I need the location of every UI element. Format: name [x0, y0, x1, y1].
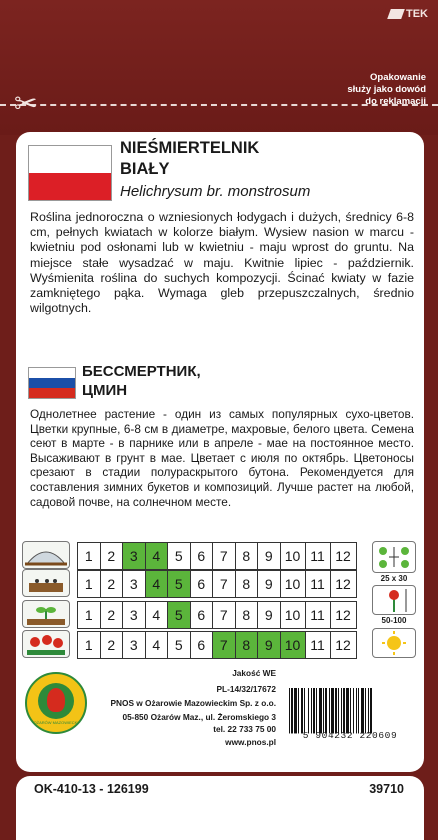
- month-cell: 2: [101, 602, 124, 628]
- month-cell: 11: [306, 543, 331, 569]
- logo-rim-text: OŻARÓW MAZOWIECKI: [33, 720, 79, 725]
- barcode-bar: [313, 688, 315, 733]
- notice-line-2: służy jako dowód: [347, 84, 426, 95]
- month-cell: 1: [78, 571, 101, 597]
- month-cell: 4: [146, 571, 169, 597]
- cut-line: [0, 104, 438, 106]
- product-code: OK-410-13 - 126199: [34, 782, 149, 796]
- spacing-icon: [372, 541, 416, 573]
- month-cell: 10: [281, 571, 306, 597]
- sun-exposure-icon: [372, 628, 416, 658]
- calendar-row: [22, 630, 366, 658]
- registration-number: PL-14/32/17672: [216, 684, 276, 694]
- company-phone: tel. 22 733 75 00: [213, 724, 276, 734]
- brand-mark: [389, 8, 428, 20]
- barcode-bar: [356, 688, 357, 733]
- month-cell: 11: [306, 632, 331, 658]
- product-title-pl: [120, 138, 259, 180]
- month-cell: 6: [191, 571, 214, 597]
- month-cell: 5: [168, 632, 191, 658]
- russian-flag-icon: [28, 367, 76, 399]
- barcode-bar: [335, 688, 337, 733]
- month-cell: 7: [213, 602, 236, 628]
- company-website[interactable]: www.pnos.pl: [225, 737, 276, 747]
- hand-sowing-icon: [22, 569, 70, 597]
- month-cell: 3: [123, 543, 146, 569]
- quality-mark: Jakość WE: [232, 668, 276, 678]
- month-cell: 4: [146, 543, 169, 569]
- month-cell: 3: [123, 602, 146, 628]
- notice-line-3: do reklamacji: [365, 96, 426, 107]
- polish-flag-icon: [28, 145, 112, 201]
- catalog-number: 39710: [369, 782, 404, 796]
- month-cell: 3: [123, 632, 146, 658]
- month-cell: 12: [335, 637, 351, 653]
- tek-logo-icon: [387, 9, 405, 19]
- title-ru-line-1: БЕССМЕРТНИК,: [82, 363, 201, 380]
- month-cell: 7: [213, 571, 236, 597]
- month-cell: 12: [335, 548, 351, 564]
- month-cell: 6: [191, 632, 214, 658]
- month-cell: 6: [191, 543, 214, 569]
- month-cell: 8: [236, 632, 259, 658]
- barcode-digits: 5 904232 220609: [302, 730, 398, 741]
- calendar-row: [22, 569, 366, 597]
- month-cell: 10: [281, 632, 306, 658]
- barcode-bar: [365, 688, 366, 733]
- barcode-bar: [343, 688, 345, 733]
- month-cell: 1: [78, 602, 101, 628]
- notice-line-1: Opakowanie: [370, 72, 426, 83]
- barcode-bar: [338, 688, 339, 733]
- month-cell: 1: [78, 543, 101, 569]
- month-cells: [77, 570, 357, 598]
- month-cell: 2: [101, 571, 124, 597]
- month-cell: 2: [101, 632, 124, 658]
- pnos-logo: [25, 672, 87, 734]
- complaint-notice: [347, 72, 426, 108]
- seedling-planting-icon: [22, 600, 70, 628]
- month-cell: 12: [335, 576, 351, 592]
- month-cell: 9: [258, 602, 281, 628]
- barcode-bar: [323, 688, 324, 733]
- product-title-ru: [82, 362, 201, 400]
- month-cell: 8: [236, 543, 259, 569]
- barcode-bar: [294, 688, 297, 733]
- barcode-bar: [308, 688, 309, 733]
- month-cells: [77, 631, 357, 659]
- barcode-bar: [361, 688, 364, 733]
- month-cell: 9: [258, 571, 281, 597]
- barcode-bar: [370, 688, 372, 733]
- month-cell: 10: [281, 602, 306, 628]
- spacing-label: 25 x 30: [380, 574, 408, 583]
- month-cell: 4: [146, 602, 169, 628]
- barcode-bar: [298, 688, 299, 733]
- month-cells: [77, 601, 357, 629]
- company-address: 05-850 Ożarów Maz., ul. Żeromskiego 3: [122, 712, 276, 722]
- calendar-row: [22, 541, 366, 569]
- month-cells: [77, 542, 357, 570]
- company-name: PNOS w Ożarowie Mazowieckim Sp. z o.o.: [110, 698, 276, 708]
- scissors-icon: ✂: [14, 88, 38, 119]
- barcode-bar: [346, 688, 349, 733]
- height-label: 50-100: [381, 616, 407, 625]
- month-cell: 6: [191, 602, 214, 628]
- title-pl-line-2: BIAŁY: [120, 160, 170, 178]
- latin-name: Helichrysum br. monstrosum: [120, 183, 311, 200]
- month-cell: 7: [213, 543, 236, 569]
- greenhouse-sowing-icon: [22, 541, 70, 569]
- flowering-icon: [22, 630, 70, 658]
- barcode-bar: [358, 688, 359, 733]
- month-cell: 9: [258, 632, 281, 658]
- month-cell: 1: [78, 632, 101, 658]
- barcode-bar: [311, 688, 312, 733]
- description-pl: Roślina jednoroczna o wzniesionych łodygach i dużych, średnicy 6-8 cm, pełnych kwiatach w kolorze białym. Wysiew nasion w marcu - kwietniu pod osłonami lub w kwietniu - maju wprost do gruntu. Na miejsce stałe wysadzać w maju. Kwitnie lipiec - październik. Wyśmienita roślina do suchych kompozycji. Ścinać kwiaty w fazie zamkniętego pąka. Wymaga gleb przepuszczalnych, średnio wilgotnych.: [30, 210, 414, 316]
- barcode-bar: [325, 688, 327, 733]
- month-cell: 4: [146, 632, 169, 658]
- barcode-bar: [304, 688, 305, 733]
- barcode-bar: [289, 688, 290, 733]
- month-cell: 11: [306, 602, 331, 628]
- barcode-bar: [353, 688, 354, 733]
- barcode-bar: [368, 688, 369, 733]
- month-cell: 5: [168, 571, 191, 597]
- barcode-bar: [301, 688, 303, 733]
- plant-height-icon: [372, 585, 416, 615]
- month-cell: 8: [236, 602, 259, 628]
- calendar-row: [22, 600, 366, 628]
- month-cell: 9: [258, 543, 281, 569]
- month-cell: 12: [335, 607, 351, 623]
- header-background: [0, 0, 438, 135]
- description-ru: Однолетнее растение - один из самых популярных сухо-цветов. Цветки крупные, 6-8 см в диаметре, махровые, белого цвета. Семена сеют в марте - в парнике или в апреле - мае на постоянное место. Высаживают в грунт в мае. Цветает с июля по октябрь. Цветоносы срезают в стадии полураскрытого бутона. Рекомендуется для составления зимних букетов и композиций. Лучше растет на любой, садовой почве, на солнечном месте.: [30, 407, 414, 509]
- month-cell: 7: [213, 632, 236, 658]
- barcode-bar: [331, 688, 334, 733]
- barcode-bar: [319, 688, 322, 733]
- barcode-bar: [350, 688, 351, 733]
- month-cell: 8: [236, 571, 259, 597]
- title-pl-line-1: NIEŚMIERTELNIK: [120, 139, 260, 157]
- month-cell: 5: [168, 602, 191, 628]
- title-ru-line-2: ЦМИН: [82, 382, 128, 399]
- brand-name: TEK: [406, 8, 428, 20]
- month-cell: 5: [168, 543, 191, 569]
- month-cell: 11: [306, 571, 331, 597]
- month-cell: 3: [123, 571, 146, 597]
- month-cell: 2: [101, 543, 124, 569]
- barcode-bar: [291, 688, 293, 733]
- barcode-bar: [316, 688, 317, 733]
- month-cell: 10: [281, 543, 306, 569]
- barcode-bar: [341, 688, 342, 733]
- barcode-bar: [329, 688, 330, 733]
